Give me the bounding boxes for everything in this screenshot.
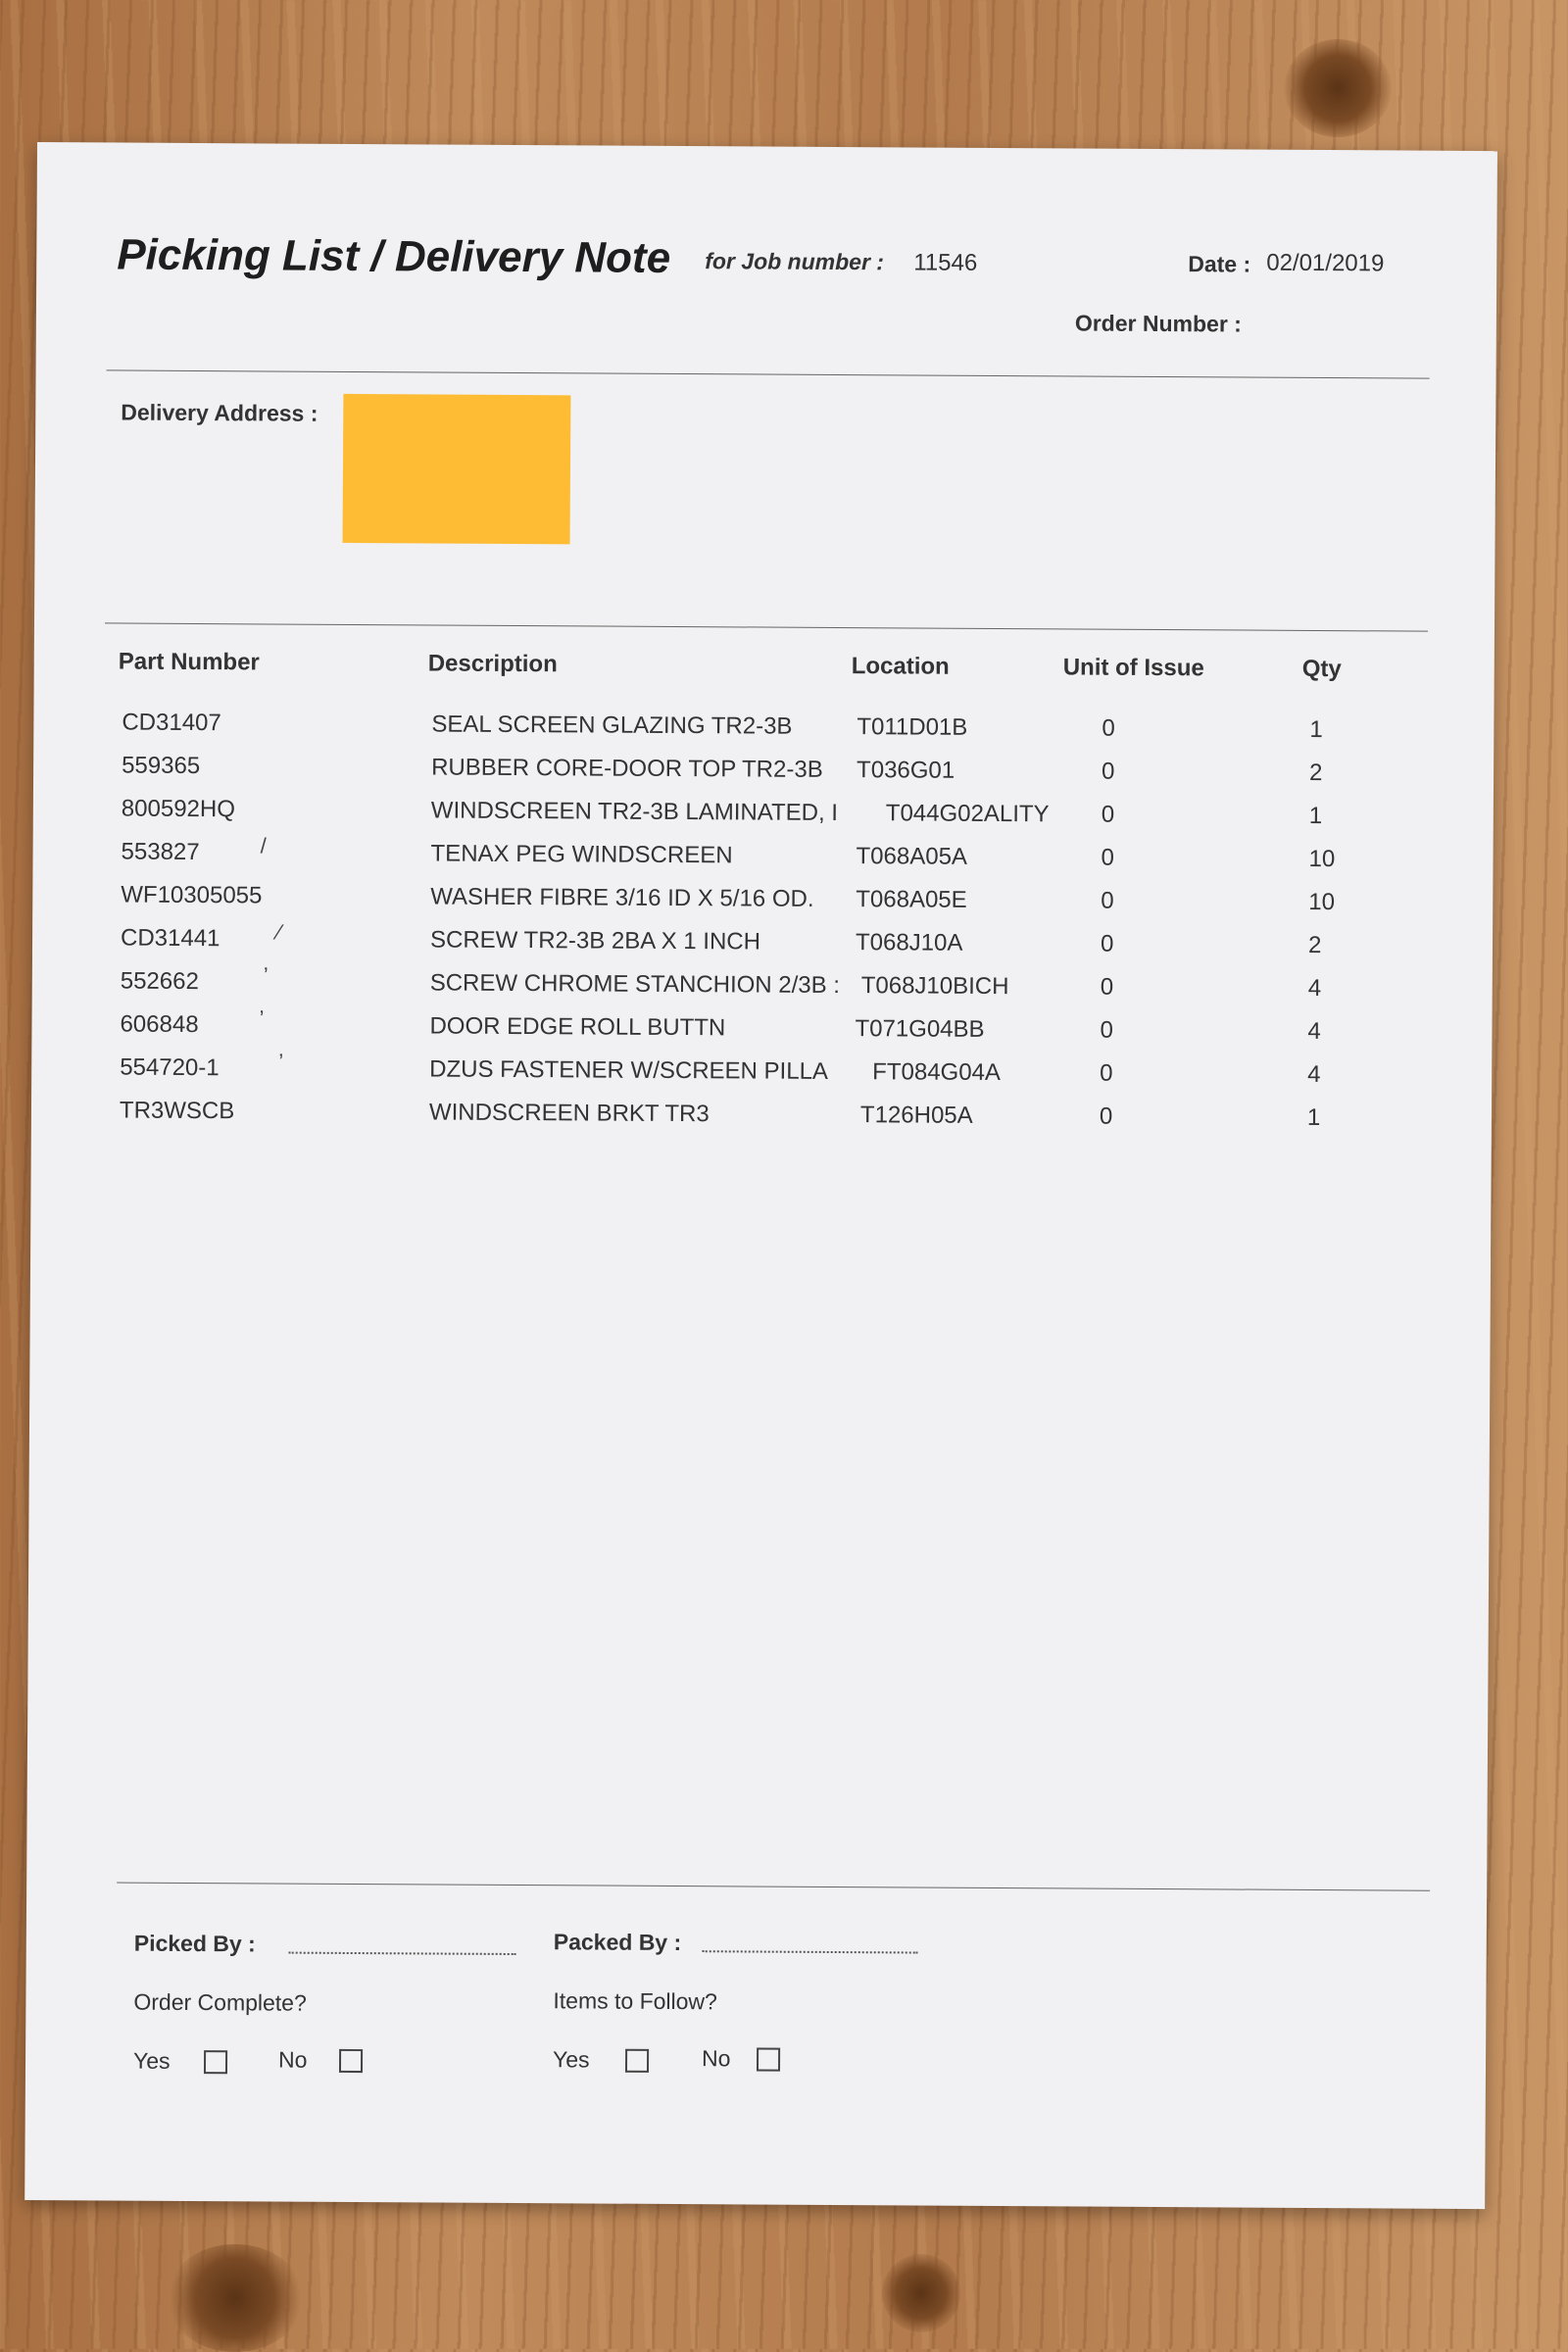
- order-complete-no-label: No: [277, 2046, 308, 2073]
- location-cell: T126H05A: [859, 1102, 973, 1129]
- items-to-follow-no-label: No: [701, 2045, 731, 2072]
- order-complete-no-checkbox[interactable]: [339, 2049, 363, 2073]
- wood-knot-bottom-mid: [882, 2254, 960, 2332]
- table-row: [32, 919, 1493, 972]
- qty-cell: 4: [1307, 1017, 1321, 1046]
- unit-of-issue-cell: 0: [1100, 973, 1114, 1001]
- check-mark-icon: ’: [259, 1005, 265, 1031]
- qty-cell: 10: [1308, 888, 1336, 916]
- qty-cell: 2: [1307, 931, 1322, 959]
- job-number-label: for Job number :: [705, 248, 885, 275]
- qty-cell: 4: [1307, 1060, 1321, 1089]
- items-to-follow-no-checkbox[interactable]: [757, 2048, 780, 2072]
- qty-cell: 10: [1308, 845, 1336, 873]
- part-number-cell: 559365: [122, 752, 201, 780]
- description-cell: DOOR EDGE ROLL BUTTN: [429, 1012, 726, 1042]
- table-row: [32, 881, 1493, 929]
- part-number-cell: 553827: [121, 838, 200, 866]
- description-cell: DZUS FASTENER W/SCREEN PILLA: [429, 1055, 829, 1085]
- description-cell: SCREW TR2-3B 2BA X 1 INCH: [429, 926, 761, 956]
- items-to-follow-yes-checkbox[interactable]: [625, 2049, 649, 2073]
- description-cell: WINDSCREEN BRKT TR3: [428, 1099, 710, 1128]
- part-number-cell: 606848: [120, 1010, 199, 1039]
- date-value: 02/01/2019: [1266, 249, 1385, 277]
- unit-of-issue-cell: 0: [1100, 930, 1114, 957]
- table-row: [33, 709, 1494, 757]
- part-number-cell: CD31407: [122, 709, 221, 737]
- column-header-qty: Qty: [1301, 655, 1342, 683]
- unit-of-issue-cell: 0: [1100, 1059, 1113, 1087]
- description-cell: TENAX PEG WINDSCREEN: [430, 840, 733, 869]
- qty-cell: 4: [1307, 974, 1322, 1003]
- part-number-cell: WF10305055: [121, 881, 263, 909]
- table-row: [31, 1097, 1492, 1145]
- unit-of-issue-cell: 0: [1101, 887, 1114, 914]
- column-header-description: Description: [427, 650, 558, 678]
- location-cell: T011D01B: [857, 713, 968, 741]
- column-header-location: Location: [851, 653, 950, 680]
- job-number-value: 11546: [913, 249, 978, 276]
- packed-by-signature-line[interactable]: [703, 1950, 918, 1953]
- check-mark-icon: /: [260, 833, 267, 858]
- description-cell: WASHER FIBRE 3/16 ID X 5/16 OD.: [430, 883, 814, 912]
- redacted-address-block: [343, 394, 571, 544]
- check-mark-icon: ∕: [277, 919, 281, 945]
- table-row: [31, 1005, 1492, 1058]
- unit-of-issue-cell: 0: [1102, 714, 1115, 742]
- column-header-unit-of-issue: Unit of Issue: [1062, 654, 1204, 682]
- part-number-cell: 552662: [120, 967, 199, 996]
- wood-knot-bottom-left: [167, 2244, 304, 2352]
- table-row: [33, 795, 1494, 843]
- check-mark-icon: ’: [263, 962, 269, 988]
- unit-of-issue-cell: 0: [1102, 758, 1115, 785]
- order-number-label: Order Number :: [1074, 310, 1242, 337]
- items-to-follow-label: Items to Follow?: [553, 1987, 717, 2015]
- date-label: Date :: [1188, 251, 1251, 277]
- qty-cell: 1: [1308, 802, 1323, 830]
- document-title: Picking List / Delivery Note: [117, 230, 671, 282]
- check-mark-icon: ’: [278, 1049, 284, 1074]
- items-to-follow-yes-label: Yes: [552, 2046, 590, 2073]
- unit-of-issue-cell: 0: [1101, 844, 1115, 871]
- location-cell: T044G02ALITY: [885, 800, 1050, 828]
- part-number-cell: CD31441: [120, 924, 220, 953]
- part-number-cell: 800592HQ: [121, 795, 236, 823]
- location-cell: T068A05E: [856, 886, 967, 913]
- location-cell: T068J10BICH: [860, 972, 1009, 1001]
- table-row: [33, 752, 1494, 800]
- footer-divider: [117, 1883, 1430, 1891]
- order-complete-yes-label: Yes: [132, 2047, 171, 2074]
- delivery-address-label: Delivery Address :: [121, 399, 318, 426]
- part-number-cell: 554720-1: [120, 1054, 220, 1082]
- qty-cell: 1: [1306, 1103, 1321, 1132]
- location-cell: FT084G04A: [872, 1058, 1002, 1087]
- delivery-note-paper: [24, 142, 1497, 2209]
- packed-by-label: Packed By :: [553, 1929, 682, 1956]
- address-divider: [105, 622, 1428, 631]
- picked-by-label: Picked By :: [133, 1930, 256, 1957]
- description-cell: SCREW CHROME STANCHION 2/3B :: [429, 969, 841, 1000]
- table-row: [32, 833, 1493, 886]
- description-cell: WINDSCREEN TR2-3B LAMINATED, I: [430, 797, 839, 827]
- column-header-part-number: Part Number: [118, 648, 260, 676]
- unit-of-issue-cell: 0: [1099, 1102, 1113, 1130]
- table-row: [31, 1049, 1492, 1102]
- unit-of-issue-cell: 0: [1101, 801, 1115, 828]
- description-cell: RUBBER CORE-DOOR TOP TR2-3B: [431, 754, 823, 783]
- description-cell: SEAL SCREEN GLAZING TR2-3B: [431, 710, 793, 740]
- wood-knot-top: [1284, 39, 1392, 137]
- qty-cell: 2: [1309, 759, 1323, 787]
- part-number-cell: TR3WSCB: [119, 1097, 235, 1125]
- order-complete-label: Order Complete?: [133, 1988, 307, 2016]
- location-cell: T068J10A: [855, 929, 963, 956]
- header-divider: [107, 369, 1430, 378]
- table-row: [32, 962, 1493, 1015]
- unit-of-issue-cell: 0: [1100, 1016, 1113, 1044]
- qty-cell: 1: [1309, 715, 1323, 744]
- order-complete-yes-checkbox[interactable]: [204, 2050, 227, 2074]
- picked-by-signature-line[interactable]: [289, 1952, 516, 1955]
- location-cell: T071G04BB: [855, 1015, 985, 1043]
- location-cell: T036G01: [857, 757, 956, 784]
- location-cell: T068A05A: [856, 843, 968, 870]
